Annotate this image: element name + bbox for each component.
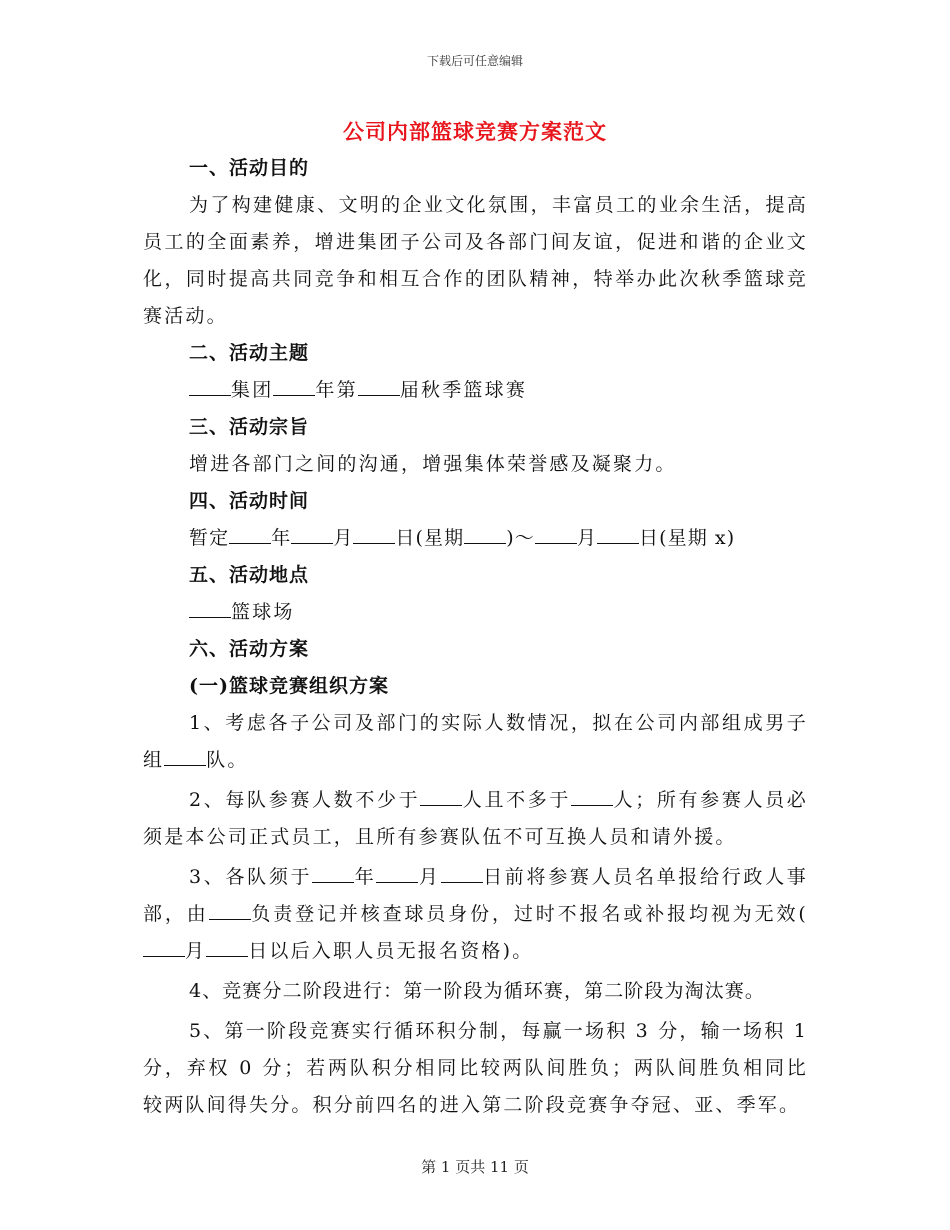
- text-run: 日以后入职人员无报名资格)。: [248, 940, 534, 962]
- fill-blank: [229, 527, 271, 544]
- page-header: 下载后可任意编辑: [426, 54, 523, 68]
- text-run: 集团: [231, 379, 274, 401]
- fill-blank: [164, 749, 206, 766]
- paragraph-item-1: [143, 705, 808, 779]
- section-heading-tenet: 三、活动宗旨: [189, 416, 310, 438]
- fill-blank: [143, 940, 185, 957]
- fill-blank: [273, 379, 315, 396]
- text-run: 年: [271, 527, 292, 549]
- paragraph-item-4: 4、竞赛分二阶段进行：第一阶段为循环赛，第二阶段为淘汰赛。: [189, 980, 765, 1002]
- sub-heading-organization: (一)篮球竞赛组织方案: [189, 675, 389, 697]
- paragraph-time: [143, 520, 808, 557]
- text-run: 暂定: [189, 527, 230, 549]
- text-run: 队。: [206, 749, 249, 771]
- paragraph-item-5: 5、第一阶段竞赛实行循环积分制，每赢一场积 3 分，输一场积 1 分，弃权 0 分；若两队积分相同比较两队间胜负；两队间胜负相同比较两队间得失分。积分前四名的进入第二阶段竞赛争夺冠、亚、季军。: [143, 1020, 808, 1116]
- text-run: 2、每队参赛人数不少于: [189, 789, 421, 811]
- text-run: 人；所有参赛人员必须是本公司正式员工，且所有参赛队伍不可互换人员和请外援。: [143, 789, 808, 848]
- page-footer: 第 1 页共 11 页: [421, 1158, 529, 1176]
- section-heading-theme: 二、活动主题: [189, 342, 310, 364]
- section-heading-purpose: 一、活动目的: [189, 157, 310, 179]
- text-run: 日前将参赛人员名单报给行政人事部，由: [143, 866, 808, 925]
- paragraph-location: [143, 594, 808, 631]
- text-run: 年: [354, 866, 377, 888]
- fill-blank: [189, 601, 231, 618]
- fill-blank: [420, 789, 462, 806]
- section-heading-plan: 六、活动方案: [189, 638, 310, 660]
- fill-blank: [291, 527, 333, 544]
- text-run: 日(星期 x): [638, 527, 736, 549]
- paragraph-item-3: [143, 859, 808, 970]
- paragraph-tenet: 增进各部门之间的沟通，增强集体荣誉感及凝聚力。: [189, 453, 677, 475]
- fill-blank: [535, 527, 577, 544]
- text-run: 日(星期: [395, 527, 465, 549]
- paragraph-theme: [143, 372, 808, 409]
- text-run: 月: [185, 940, 207, 962]
- paragraph-item-2: [143, 782, 808, 856]
- text-run: 篮球场: [231, 601, 295, 623]
- fill-blank: [441, 866, 483, 883]
- text-run: )～: [506, 527, 535, 549]
- fill-blank: [353, 527, 395, 544]
- fill-blank: [464, 527, 506, 544]
- text-run: 年第: [315, 379, 358, 401]
- text-run: 负责登记并核查球员身份，过时不报名或补报均视为无效(: [250, 903, 808, 925]
- fill-blank: [209, 903, 251, 920]
- section-heading-time: 四、活动时间: [189, 490, 310, 512]
- paragraph-purpose: 为了构建健康、文明的企业文化氛围，丰富员工的业余生活，提高员工的全面素养，增进集团子公司及各部门间友谊，促进和谐的企业文化，同时提高共同竞争和相互合作的团队精神，特举办此次秋季篮球竞赛活动。: [143, 194, 808, 327]
- fill-blank: [206, 940, 248, 957]
- fill-blank: [376, 866, 418, 883]
- text-run: 月: [418, 866, 441, 888]
- text-run: 3、各队须于: [189, 866, 313, 888]
- text-run: 1、考虑各子公司及部门的实际人数情况，拟在公司内部组成男子组: [143, 712, 808, 771]
- text-run: 届秋季篮球赛: [399, 379, 528, 401]
- fill-blank: [312, 866, 354, 883]
- fill-blank: [358, 379, 400, 396]
- fill-blank: [189, 379, 231, 396]
- text-run: 月: [333, 527, 354, 549]
- text-run: 人且不多于: [462, 789, 572, 811]
- section-heading-location: 五、活动地点: [189, 564, 310, 586]
- document-body: [143, 150, 808, 1124]
- fill-blank: [597, 527, 639, 544]
- text-run: 月: [576, 527, 597, 549]
- fill-blank: [571, 789, 613, 806]
- document-title: 公司内部篮球竞赛方案范文: [343, 119, 607, 144]
